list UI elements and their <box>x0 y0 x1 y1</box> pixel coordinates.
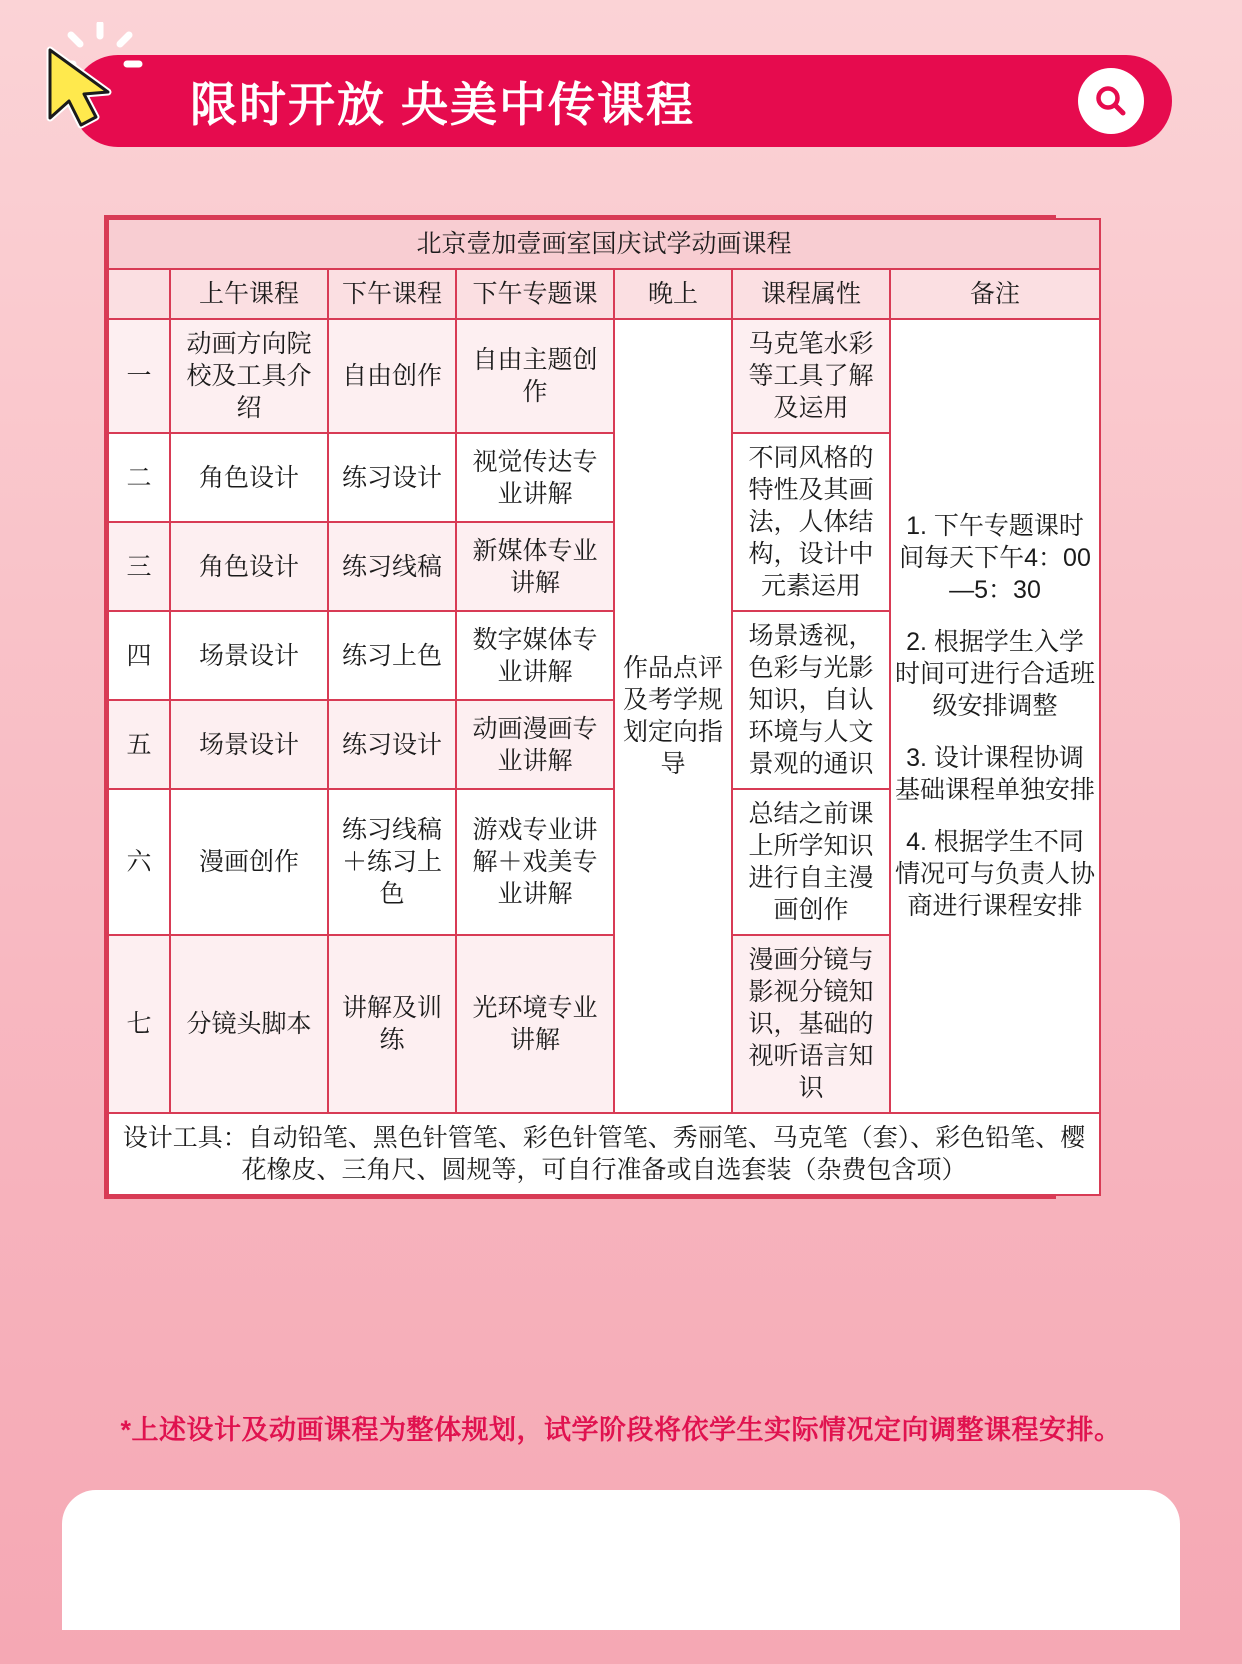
cell-afternoon-topic: 视觉传达专业讲解 <box>456 433 614 522</box>
cell-attribute: 场景透视，色彩与光影知识，自认环境与人文景观的通识 <box>732 611 890 789</box>
row-index: 二 <box>108 433 170 522</box>
table-row <box>108 319 1100 433</box>
cell-afternoon: 练习设计 <box>328 700 456 789</box>
cell-afternoon: 讲解及训练 <box>328 935 456 1113</box>
row-index: 七 <box>108 935 170 1113</box>
header-remark: 备注 <box>890 269 1100 319</box>
footnote: *上述设计及动画课程为整体规划，试学阶段将依学生实际情况定向调整课程安排。 <box>120 1415 1122 1445</box>
header-afternoon: 下午课程 <box>328 269 456 319</box>
row-index: 一 <box>108 319 170 433</box>
cell-morning: 分镜头脚本 <box>170 935 328 1113</box>
header-attribute: 课程属性 <box>732 269 890 319</box>
cell-morning: 漫画创作 <box>170 789 328 935</box>
cell-morning: 角色设计 <box>170 433 328 522</box>
remark-item-1: 1. 下午专题课时间每天下午4：00—5：30 <box>899 512 1091 604</box>
header-banner <box>72 55 1172 147</box>
cell-morning: 动画方向院校及工具介绍 <box>170 319 328 433</box>
table-header-row <box>108 269 1100 319</box>
header-afternoon-topic: 下午专题课 <box>456 269 614 319</box>
cell-attribute: 马克笔水彩等工具了解及运用 <box>732 319 890 433</box>
cell-attribute: 不同风格的特性及其画法，人体结构，设计中元素运用 <box>732 433 890 611</box>
table-title-row <box>108 219 1100 269</box>
search-button[interactable] <box>1078 68 1144 134</box>
cell-afternoon: 练习上色 <box>328 611 456 700</box>
remark-item-2: 2. 根据学生入学时间可进行合适班级安排调整 <box>895 628 1096 720</box>
row-index: 三 <box>108 522 170 611</box>
cell-afternoon: 练习线稿 <box>328 522 456 611</box>
cell-morning: 场景设计 <box>170 700 328 789</box>
page-title: 限时开放 央美中传课程 <box>190 77 696 131</box>
tools-note: 设计工具：自动铅笔、黑色针管笔、彩色针管笔、秀丽笔、马克笔（套）、彩色铅笔、樱花橡皮、三角尺、圆规等，可自行准备或自选套装（杂费包含项） <box>108 1113 1100 1195</box>
cell-attribute: 总结之前课上所学知识进行自主漫画创作 <box>732 789 890 935</box>
cell-attribute: 漫画分镜与影视分镜知识，基础的视听语言知识 <box>732 935 890 1113</box>
row-index: 四 <box>108 611 170 700</box>
row-index: 五 <box>108 700 170 789</box>
cell-afternoon-topic: 动画漫画专业讲解 <box>456 700 614 789</box>
row-index: 六 <box>108 789 170 935</box>
header-index <box>108 269 170 319</box>
cell-afternoon-topic: 光环境专业讲解 <box>456 935 614 1113</box>
cell-afternoon-topic: 新媒体专业讲解 <box>456 522 614 611</box>
cell-afternoon: 练习设计 <box>328 433 456 522</box>
search-icon <box>1094 84 1128 118</box>
cell-evening: 作品点评及考学规划定向指导 <box>614 319 732 1113</box>
cell-afternoon-topic: 自由主题创作 <box>456 319 614 433</box>
cell-afternoon: 练习线稿＋练习上色 <box>328 789 456 935</box>
header-evening: 晚上 <box>614 269 732 319</box>
remark-item-4: 4. 根据学生不同情况可与负责人协商进行课程安排 <box>895 828 1096 920</box>
cell-morning: 角色设计 <box>170 522 328 611</box>
cell-afternoon-topic: 数字媒体专业讲解 <box>456 611 614 700</box>
header-morning: 上午课程 <box>170 269 328 319</box>
cell-remark <box>890 319 1100 1113</box>
table-title: 北京壹加壹画室国庆试学动画课程 <box>108 219 1100 269</box>
tools-note-row <box>108 1113 1100 1195</box>
cell-morning: 场景设计 <box>170 611 328 700</box>
cell-afternoon: 自由创作 <box>328 319 456 433</box>
cell-afternoon-topic: 游戏专业讲解＋戏美专业讲解 <box>456 789 614 935</box>
remark-item-3: 3. 设计课程协调基础课程单独安排 <box>895 744 1096 804</box>
course-schedule-table <box>104 215 1096 1199</box>
cursor-pointer-icon <box>28 22 148 142</box>
bottom-card <box>62 1490 1180 1630</box>
